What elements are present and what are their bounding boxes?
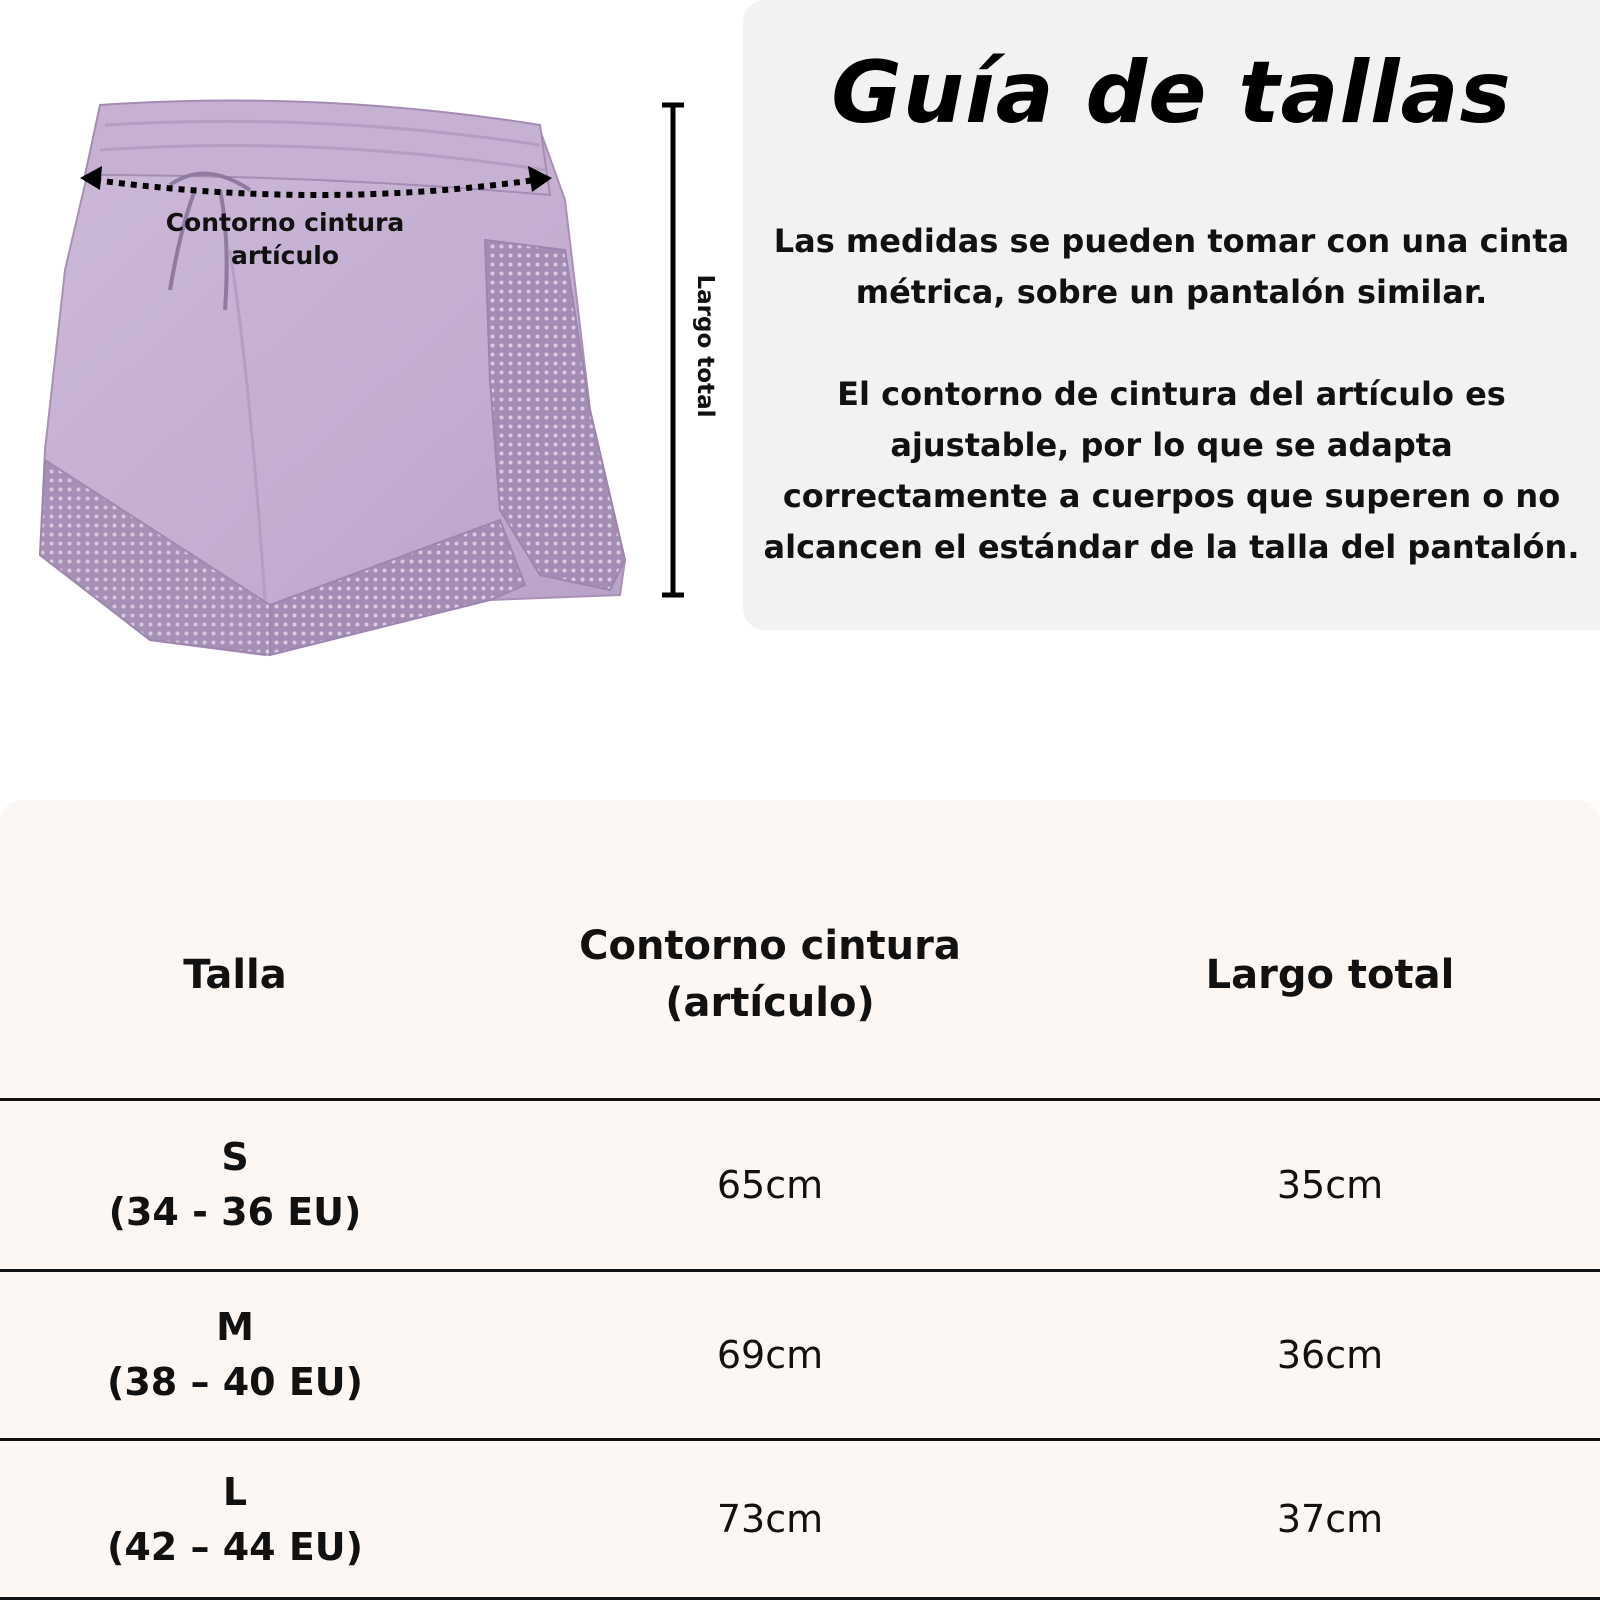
table-row xyxy=(0,1272,1600,1438)
waist-cell: 73cm xyxy=(716,1497,824,1541)
size-eu: (34 - 36 EU) xyxy=(108,1190,362,1234)
waist-cell: 65cm xyxy=(716,1162,824,1207)
table-row xyxy=(0,1441,1600,1598)
adjustable-waist-note: El contorno de cintura del artículo es ajustable, por lo que se adapta correctamente a cuerpos que superen o no alcancen el estándar de la talla del pantalón. xyxy=(763,375,1580,566)
info-card xyxy=(743,0,1600,630)
length-cell: 36cm xyxy=(1276,1332,1384,1377)
measure-instructions: Las medidas se pueden tomar con una cinta métrica, sobre un pantalón similar. xyxy=(773,222,1570,311)
size-eu: (42 – 44 EU) xyxy=(107,1524,363,1569)
table-header-row xyxy=(0,880,1600,1070)
size-cell xyxy=(60,1465,410,1575)
length-cell: 35cm xyxy=(1276,1162,1384,1207)
header-length: Largo total xyxy=(1205,951,1455,998)
size-code: S xyxy=(221,1135,249,1179)
page-title: Guía de tallas xyxy=(831,43,1512,143)
size-cell xyxy=(60,1300,410,1410)
waist-label-line1: Contorno cintura xyxy=(165,208,405,237)
header-size: Talla xyxy=(183,951,287,998)
shorts-image xyxy=(20,80,660,680)
size-eu: (38 – 40 EU) xyxy=(107,1360,363,1404)
table-row xyxy=(0,1101,1600,1269)
size-table xyxy=(0,800,1600,1600)
shorts-illustration xyxy=(20,80,660,680)
size-code: M xyxy=(216,1305,254,1349)
waist-label-line2: artículo xyxy=(230,241,340,270)
size-code: L xyxy=(222,1469,248,1514)
length-ruler xyxy=(658,100,688,600)
waist-cell: 69cm xyxy=(716,1332,824,1377)
length-measure-label: Largo total xyxy=(692,274,718,418)
length-cell: 37cm xyxy=(1276,1497,1384,1541)
size-cell xyxy=(60,1130,410,1240)
waist-measure-label xyxy=(135,206,435,272)
header-waist: Contorno cintura (artículo) xyxy=(579,923,961,1026)
